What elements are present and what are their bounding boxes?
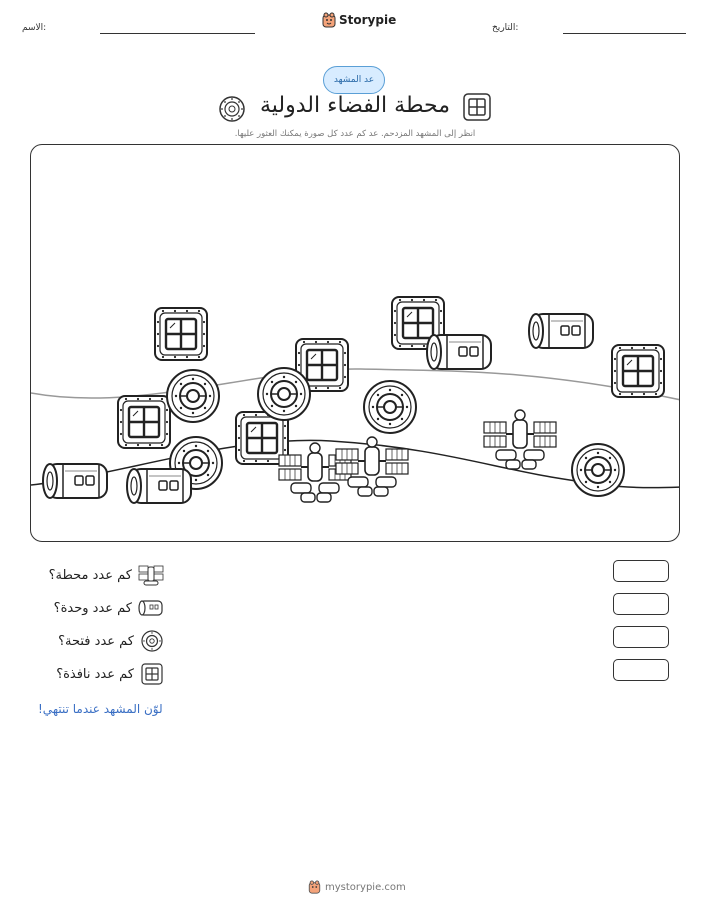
date-label: التاريخ:	[492, 23, 519, 33]
scene-illustration	[31, 145, 680, 542]
brand-name: Storypie	[339, 13, 397, 27]
answer-box-module[interactable]	[613, 593, 669, 615]
activity-badge: عد المشهد	[323, 66, 385, 94]
answer-box-station[interactable]	[613, 560, 669, 582]
name-line[interactable]	[100, 33, 255, 34]
hatch-icon	[140, 629, 164, 653]
answer-box-window[interactable]	[613, 659, 669, 681]
question-module	[54, 596, 164, 620]
footer-site: mystorypie.com	[325, 881, 406, 893]
storypie-logo-icon	[322, 12, 336, 28]
hatch-icon	[218, 95, 246, 123]
counting-scene[interactable]	[30, 144, 680, 542]
module-icon	[138, 598, 164, 618]
question-hatch-text: كم عدد فتحة؟	[58, 633, 134, 649]
answer-box-hatch[interactable]	[613, 626, 669, 648]
name-label: الاسم:	[22, 23, 47, 33]
question-window	[56, 662, 164, 686]
page-title: محطة الفضاء الدولية	[259, 93, 450, 118]
storypie-logo-icon	[308, 880, 321, 894]
date-line[interactable]	[563, 33, 686, 34]
question-station	[49, 563, 164, 587]
brand-logo	[322, 12, 396, 28]
question-station-text: كم عدد محطة؟	[48, 567, 132, 583]
window-icon	[462, 92, 492, 122]
footer	[308, 880, 406, 894]
color-instruction: لوّن المشهد عندما تنتهي!	[38, 702, 163, 716]
window-icon	[140, 662, 164, 686]
question-module-text: كم عدد وحدة؟	[53, 600, 132, 616]
instructions: انظر إلى المشهد المزدحم. عد كم عدد كل صورة يمكنك العثور عليها.	[234, 129, 476, 139]
question-hatch	[58, 629, 164, 653]
question-window-text: كم عدد نافذة؟	[56, 666, 134, 682]
space-station-icon	[138, 563, 164, 587]
